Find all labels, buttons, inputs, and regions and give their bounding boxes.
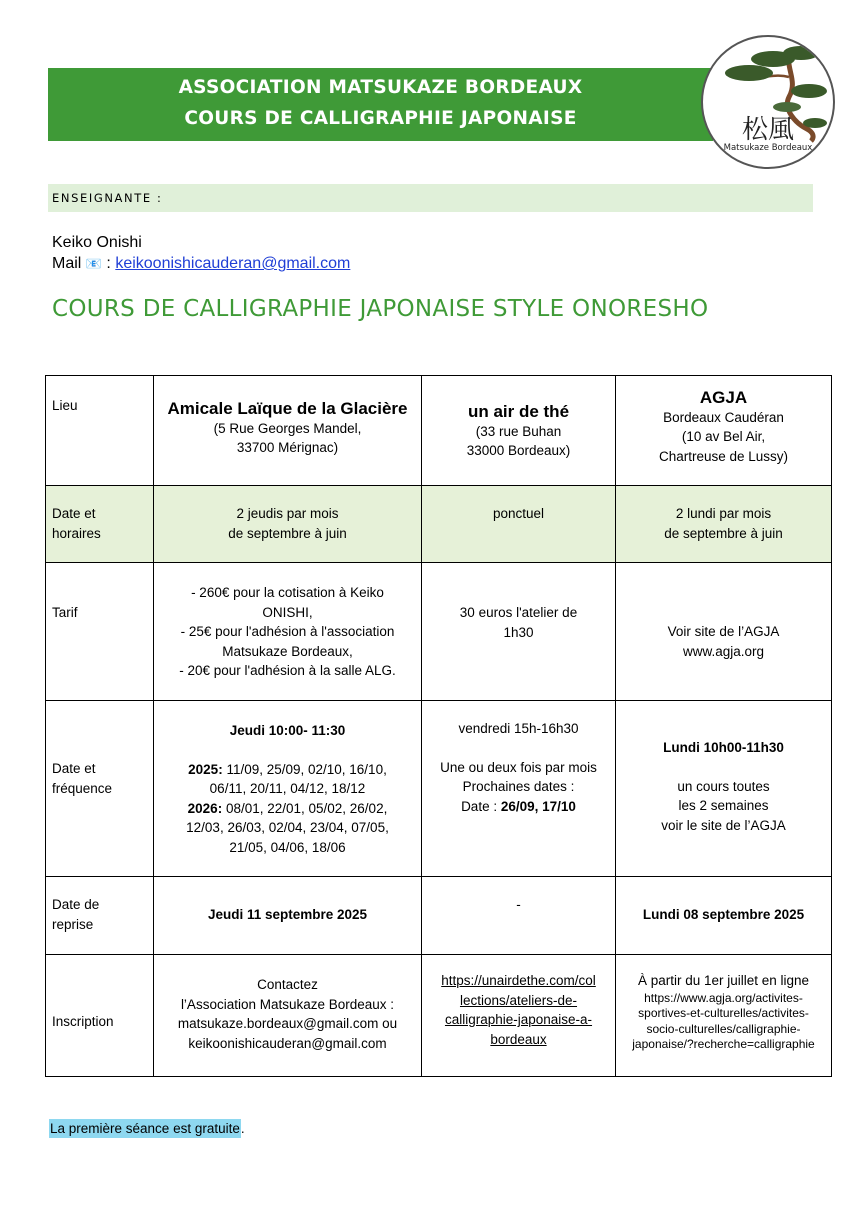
tarif-alg-1: - 260€ pour la cotisation à Keiko [191, 585, 384, 600]
label-lieu: Lieu [46, 376, 154, 486]
logo-kanji: 松風 [741, 115, 794, 145]
teacher-heading: ENSEIGNANTE : [52, 191, 163, 205]
inscription-the-link-2[interactable]: lections/ateliers-de- [459, 992, 578, 1008]
tarif-alg-5: - 20€ pour l'adhésion à la salle ALG. [179, 663, 396, 678]
inscription-agja [616, 955, 832, 1077]
reprise-agja: Lundi 08 septembre 2025 [616, 877, 832, 955]
inscription-agja-url-2[interactable]: sportives-et-culturelles/activites- [638, 1006, 809, 1020]
tarif-alg-4: Matsukaze Bordeaux, [222, 643, 353, 659]
inscription-alg-3: matsukaze.bordeaux@gmail.com ou [177, 1016, 398, 1031]
frequence-alg-2025 [158, 760, 417, 780]
horaires-alg [154, 486, 422, 563]
inscription-the-link-3[interactable]: calligraphie-japonaise-a- [444, 1012, 593, 1027]
row-reprise [46, 877, 832, 955]
teacher-email-link[interactable]: keikoonishicauderan@gmail.com [115, 255, 351, 272]
lieu-agja-address-1: Bordeaux Caudéran [663, 409, 784, 425]
inscription-the-link-1[interactable]: https://unairdethe.com/col [441, 973, 596, 988]
label-horaires-2: horaires [52, 525, 101, 541]
inscription-agja-url-4[interactable]: japonaise/?recherche=calligraphie [632, 1037, 815, 1051]
course-title: COURS DE CALLIGRAPHIE JAPONAISE STYLE ONORESHO [52, 296, 709, 322]
dates-2026-3: 21/05, 04/06, 18/06 [229, 839, 346, 855]
horaires-the: ponctuel [422, 486, 616, 563]
frequence-agja-title: Lundi 10h00-11h30 [663, 740, 784, 755]
inscription-agja-url-1[interactable]: https://www.agja.org/activites- [644, 990, 803, 1005]
inscription-alg-1: Contactez [257, 977, 318, 992]
frequence-the-2: Une ou deux fois par mois [440, 759, 597, 775]
lieu-the-address-1: (33 rue Buhan [475, 423, 562, 439]
inscription-alg [154, 955, 422, 1077]
lieu-alg [154, 376, 422, 486]
label-reprise-2: reprise [52, 916, 94, 932]
tarif-alg-2: ONISHI, [262, 604, 313, 620]
horaires-agja-2: de septembre à juin [664, 525, 783, 541]
tarif-the-2: 1h30 [503, 624, 534, 640]
inscription-alg-2: l’Association Matsukaze Bordeaux : [180, 996, 395, 1012]
dates-2025-1: 11/09, 25/09, 02/10, 16/10, [222, 761, 387, 777]
inscription-alg-4: keikoonishicauderan@gmail.com [188, 1035, 387, 1051]
row-lieu [46, 376, 832, 486]
course-subtitle: COURS DE CALLIGRAPHIE JAPONAISE [184, 108, 577, 129]
tarif-alg [154, 563, 422, 701]
frequence-agja [616, 701, 832, 877]
header-banner [48, 68, 713, 141]
inscription-the-link[interactable] [422, 955, 616, 1077]
footer-period: . [240, 1121, 245, 1136]
lieu-alg-name: Amicale Laïque de la Glacière [167, 399, 408, 418]
frequence-the [422, 701, 616, 877]
frequence-agja-3: voir le site de l’AGJA [661, 817, 786, 833]
label-frequence-1: Date et [52, 761, 96, 776]
teacher-mail [52, 255, 350, 273]
frequence-agja-2: les 2 semaines [678, 798, 769, 813]
lieu-agja [616, 376, 832, 486]
footer-note [49, 1121, 245, 1136]
frequence-alg [154, 701, 422, 877]
inscription-agja-1: À partir du 1er juillet en ligne [637, 973, 810, 988]
reprise-alg: Jeudi 11 septembre 2025 [154, 877, 422, 955]
lieu-the-address-2: 33000 Bordeaux) [466, 443, 571, 458]
mail-separator: : [101, 255, 116, 272]
row-frequence [46, 701, 832, 877]
inscription-the-link-4[interactable]: bordeaux [490, 1031, 547, 1047]
matsukaze-logo [701, 35, 835, 169]
lieu-alg-address-2: 33700 Mérignac) [236, 440, 339, 455]
horaires-alg-1: 2 jeudis par mois [236, 506, 339, 521]
tarif-agja-1: Voir site de l’AGJA [667, 624, 780, 639]
teacher-name: Keiko Onishi [52, 234, 142, 251]
mail-label: Mail [52, 255, 82, 272]
association-title: ASSOCIATION MATSUKAZE BORDEAUX [178, 77, 583, 98]
lieu-the [422, 376, 616, 486]
dates-2026-2: 12/03, 26/03, 02/04, 23/04, 07/05, [186, 820, 389, 835]
frequence-the-1: vendredi 15h-16h30 [458, 721, 579, 736]
horaires-agja [616, 486, 832, 563]
tarif-alg-3: - 25€ pour l'adhésion à l'association [180, 624, 395, 639]
year-2026: 2026: [187, 800, 223, 816]
next-dates: 26/09, 17/10 [500, 798, 576, 814]
label-reprise [46, 877, 154, 955]
inscription-agja-url-3[interactable]: socio-culturelles/calligraphie- [646, 1021, 801, 1036]
row-tarif [46, 563, 832, 701]
label-horaires [46, 486, 154, 563]
label-frequence-2: fréquence [52, 780, 113, 796]
tarif-agja-2: www.agja.org [682, 643, 765, 659]
frequence-the-3: Prochaines dates : [462, 779, 575, 794]
horaires-alg-2: de septembre à juin [228, 525, 347, 541]
teacher-heading-bar [48, 184, 813, 212]
frequence-alg-2026 [158, 799, 417, 819]
horaires-agja-1: 2 lundi par mois [675, 506, 772, 521]
dates-2025-2: 06/11, 20/11, 04/12, 18/12 [209, 781, 366, 796]
logo-caption: Matsukaze Bordeaux [723, 143, 813, 153]
dates-2026-1: 08/01, 22/01, 05/02, 26/02, [222, 800, 388, 816]
row-inscription [46, 955, 832, 1077]
reprise-the: - [422, 877, 616, 955]
lieu-alg-address-1: (5 Rue Georges Mandel, [213, 420, 362, 436]
year-2025: 2025: [188, 761, 223, 777]
label-tarif: Tarif [46, 563, 154, 701]
lieu-agja-address-2: (10 av Bel Air, [681, 429, 766, 444]
free-session-highlight: La première séance est gratuite [50, 1121, 240, 1136]
frequence-the-4 [426, 797, 611, 817]
schedule-table [45, 375, 832, 1077]
tarif-agja [616, 563, 832, 701]
date-label: Date : [461, 798, 501, 814]
row-horaires [46, 486, 832, 563]
lieu-agja-name: AGJA [699, 388, 748, 407]
lieu-the-name: un air de thé [467, 402, 570, 421]
tarif-the [422, 563, 616, 701]
label-frequence [46, 701, 154, 877]
label-horaires-1: Date et [52, 506, 96, 521]
frequence-alg-title: Jeudi 10:00- 11:30 [229, 723, 346, 738]
lieu-agja-address-3: Chartreuse de Lussy) [658, 448, 789, 464]
tarif-the-1: 30 euros l'atelier de [459, 605, 578, 620]
label-reprise-1: Date de [52, 897, 100, 912]
frequence-agja-1: un cours toutes [677, 778, 770, 794]
label-inscription: Inscription [46, 955, 154, 1077]
mail-icon: 📧 [85, 256, 102, 271]
